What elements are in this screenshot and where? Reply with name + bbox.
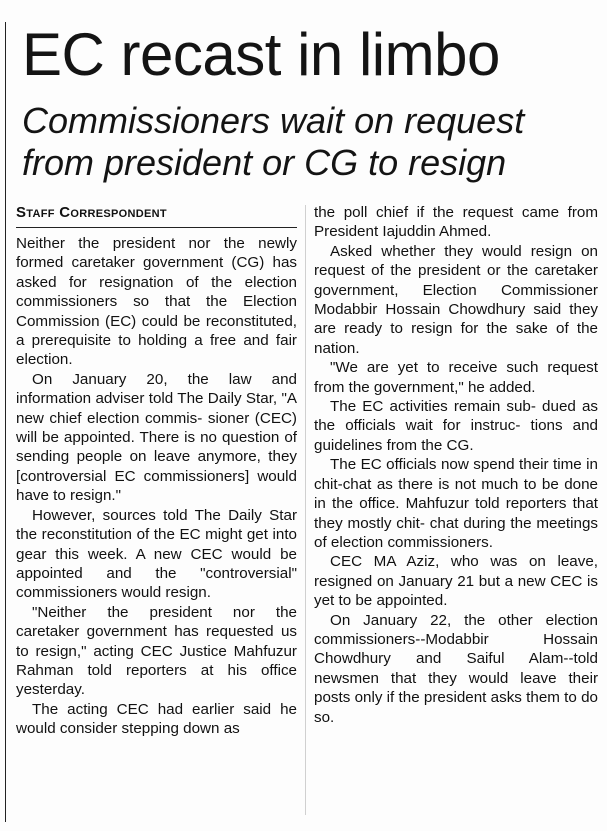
headline: EC recast in limbo — [22, 21, 500, 88]
byline: Staff Correspondent — [16, 203, 297, 228]
paragraph: On January 22, the other election commissioners--Modabbir Hossain Chowdhury and Saiful Alam--told newsmen that they would leave their posts only if the president asks them to do so. — [314, 611, 598, 726]
paragraph: The EC activities remain sub- dued as the officials wait for instruc- tions and guidelines from the CG. — [314, 398, 598, 454]
paragraph: "Neither the president nor the caretaker government has requested us to resign," acting CEC Justice Mahfuzur Rahman told reporters at his office yesterday. — [16, 603, 297, 699]
article-column-right — [314, 203, 598, 727]
column-divider — [305, 205, 306, 815]
paragraph: Neither the president nor the newly formed caretaker government (CG) has asked for resignation of the election commissioners so that the Election Commission (EC) could be reconstituted, a prerequisite to holding a free and fair election. — [16, 235, 297, 369]
paragraph: However, sources told The Daily Star the reconstitution of the EC might get into gear this week. A new CEC would be appointed and the "controversial" commissioners would resign. — [16, 506, 297, 602]
page-edge-rule — [5, 22, 6, 822]
paragraph: On January 20, the law and information adviser told The Daily Star, "A new chief election commis- sioner (CEC) will be appointed. There is no question of sending people on leave anymore, they [controversial EC commissioners] would have to resign." — [16, 370, 297, 505]
paragraph: CEC MA Aziz, who was on leave, resigned on January 21 but a new CEC is yet to be appointed. — [314, 553, 598, 610]
article-column-left — [16, 203, 297, 739]
paragraph-continued: the poll chief if the request came from President Iajuddin Ahmed. — [314, 204, 598, 241]
subheadline: Commissioners wait on request from president or CG to resign — [22, 100, 525, 183]
paragraph: "We are yet to receive such request from the government," he added. — [314, 359, 598, 396]
paragraph: The acting CEC had earlier said he would consider stepping down as — [16, 700, 297, 738]
paragraph: The EC officials now spend their time in chit-chat as there is not much to be done in the office. Mahfuzur told reporters that they mostly chit- chat during the meetings of election commissioners. — [314, 456, 598, 551]
paragraph: Asked whether they would resign on request of the president or the caretaker government, Election Commissioner Modabbir Hossain Chowdhury said they are ready to resign for the sake of the nation. — [314, 242, 598, 357]
